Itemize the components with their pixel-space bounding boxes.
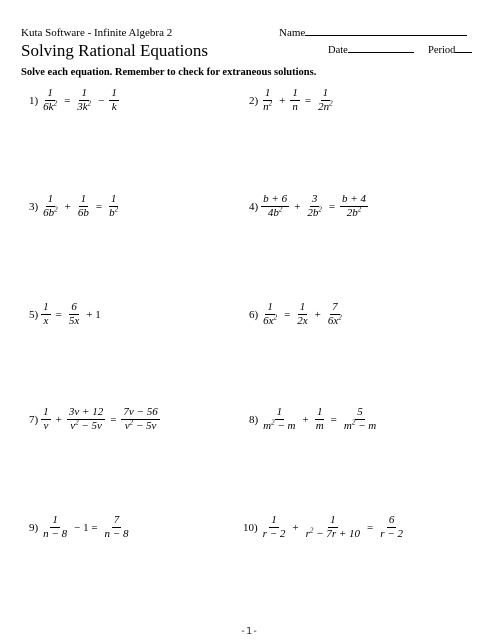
name-blank (305, 35, 467, 36)
fraction: $\frac{1}{n}$ (292, 87, 298, 113)
fraction: $\frac{1}{n^2}$ (263, 87, 273, 113)
problem-5: 5) $\frac{1}{x}$ = $\frac{6}{5x}$ + 1 (29, 301, 101, 327)
problem-number: 1) (29, 94, 39, 107)
problem-8: 8) $\frac{1}{m^2 - m}$ + $\frac{1}{m}$ = $\frac{5}{m^2 - m}$ (249, 406, 377, 432)
problem-6: 6) $\frac{1}{6x^2}$ = $\frac{1}{2x}$ + $\frac{7}{6x^2}$ (249, 301, 342, 327)
problem-number: 9) (29, 521, 39, 534)
fraction: $\frac{b + 6}{4b^2}$ (263, 193, 288, 219)
problem-3: 3) $\frac{1}{6b^2}$ + $\frac{1}{6b}$ = $\frac{1}{b^2}$ (29, 193, 119, 219)
problem-1: 1) $\frac{1}{6k^2}$ = $\frac{1}{3k^2}$ − $\frac{1}{k}$ (29, 87, 117, 113)
fraction: $\frac{1}{v}$ (43, 406, 49, 432)
fraction: $\frac{1}{2x}$ (297, 301, 308, 327)
fraction: $\frac{1}{6b}$ (77, 193, 89, 219)
problem-number: 10) (243, 521, 258, 534)
fraction: $\frac{1}{r^2 - 7r + 10}$ (305, 514, 361, 540)
period-field (428, 45, 472, 56)
fraction: $\frac{1}{m}$ (315, 406, 324, 432)
fraction: $\frac{6}{5x}$ (68, 301, 80, 327)
problem-number: 4) (249, 200, 259, 213)
fraction: $\frac{7}{6x^2}$ (327, 301, 342, 327)
problem-2: 2) $\frac{1}{n^2}$ + $\frac{1}{n}$ = $\frac{1}{2n^2}$ (249, 87, 333, 113)
date-blank (348, 52, 414, 53)
fraction: $\frac{1}{6k^2}$ (43, 87, 58, 113)
fraction: $\frac{1}{x}$ (43, 301, 49, 327)
problem-number: 2) (249, 94, 259, 107)
fraction: $\frac{6}{r - 2}$ (380, 514, 403, 540)
problem-4: 4) $\frac{b + 6}{4b^2}$ + $\frac{3}{2b^2}$ = $\frac{b + 4}{2b^2}$ (249, 193, 366, 219)
fraction: $\frac{1}{2n^2}$ (318, 87, 333, 113)
problem-number: 6) (249, 308, 259, 321)
publisher-label: Kuta Software - Infinite Algebra 2 (21, 27, 173, 39)
fraction: $\frac{1}{k}$ (111, 87, 117, 113)
fraction: $\frac{3}{2b^2}$ (307, 193, 322, 219)
fraction: $\frac{1}{6b^2}$ (43, 193, 58, 219)
fraction: $\frac{1}{6x^2}$ (263, 301, 278, 327)
fraction: $\frac{1}{r - 2}$ (262, 514, 286, 540)
problem-number: 5) (29, 308, 39, 321)
name-label: Name (279, 27, 306, 39)
period-label: Period (428, 45, 456, 56)
fraction: $\frac{7v - 56}{v^2 - 5v}$ (123, 406, 158, 432)
problem-9: 9) $\frac{1}{n - 8}$ − 1 = $\frac{7}{n - 8}$ (29, 514, 129, 540)
fraction: $\frac{1}{m^2 - m}$ (263, 406, 296, 432)
fraction: $\frac{5}{m^2 - m}$ (343, 406, 377, 432)
name-field (279, 27, 467, 39)
problem-10: 10) $\frac{1}{r - 2}$ + $\frac{1}{r^2 - 7r + 10}$ = $\frac{6}{r - 2}$ (243, 514, 403, 540)
problem-7: 7) $\frac{1}{v}$ + $\frac{3v + 12}{v^2 - 5v}$ = $\frac{7v - 56}{v^2 - 5v}$ (29, 406, 158, 432)
page-number: -1- (240, 626, 259, 637)
date-label: Date (328, 45, 348, 56)
date-field (328, 45, 414, 56)
problem-number: 7) (29, 413, 39, 426)
period-blank (455, 52, 472, 53)
instructions: Solve each equation. Remember to check for extraneous solutions. (21, 67, 317, 78)
fraction: $\frac{1}{3k^2}$ (77, 87, 92, 113)
problem-number: 8) (249, 413, 259, 426)
fraction: $\frac{3v + 12}{v^2 - 5v}$ (68, 406, 104, 432)
fraction: $\frac{1}{n - 8}$ (43, 514, 68, 540)
fraction: $\frac{b + 4}{2b^2}$ (342, 193, 366, 219)
fraction: $\frac{7}{n - 8}$ (104, 514, 129, 540)
fraction: $\frac{1}{b^2}$ (109, 193, 119, 219)
problem-number: 3) (29, 200, 39, 213)
page-title: Solving Rational Equations (21, 41, 208, 60)
